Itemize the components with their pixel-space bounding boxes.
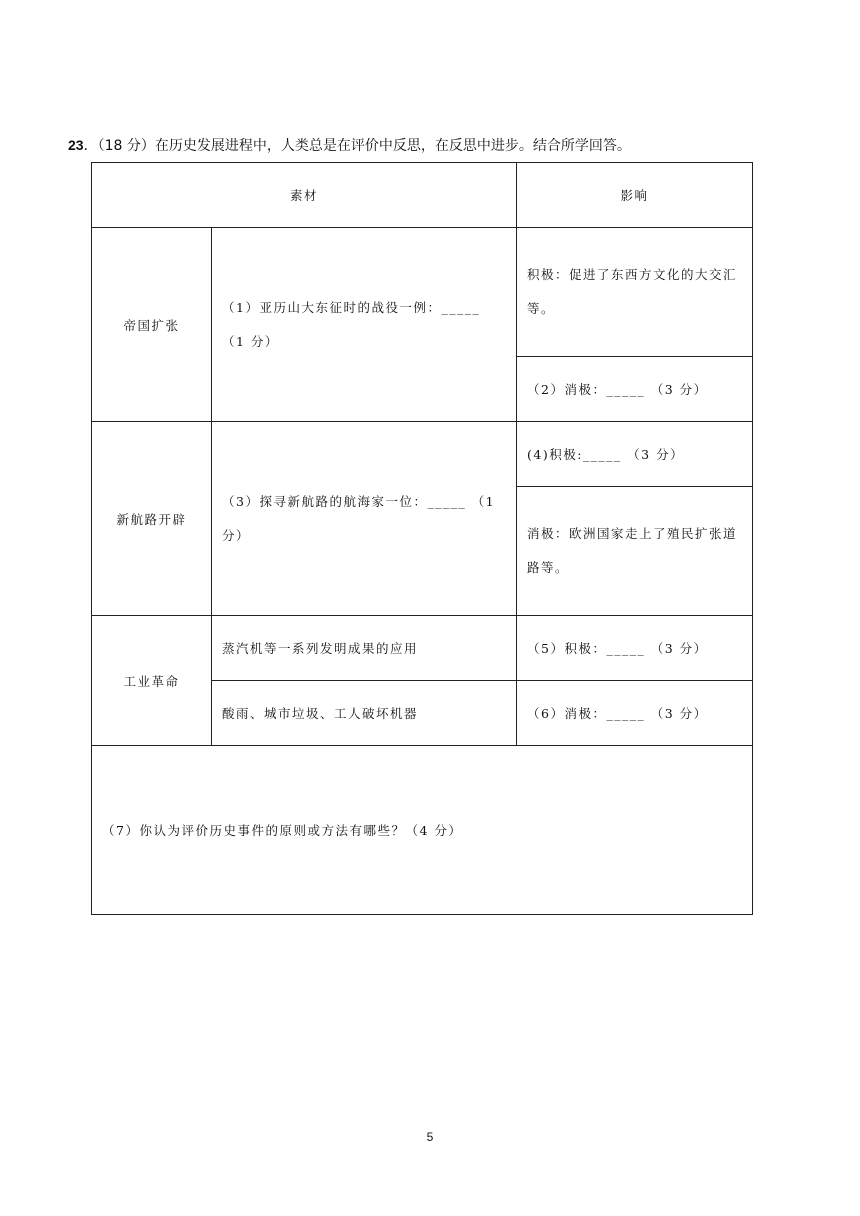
header-material: 素材 [92,163,517,228]
question-number: 23 [68,137,84,153]
empire-positive: 积极：促进了东西方文化的大交汇等。 [517,228,753,357]
table-row [92,746,753,915]
industry-negative: （6）消极：_____ （3 分） [517,681,753,746]
category-empire: 帝国扩张 [92,228,212,422]
industry-positive: （5）积极：_____ （3 分） [517,616,753,681]
empire-negative: （2）消极：_____ （3 分） [517,357,753,422]
table-header-row [92,163,753,228]
voyage-material: （3）探寻新航路的航海家一位：_____ （1 分） [212,422,517,616]
table-row [92,422,753,487]
industry-material-positive: 蒸汽机等一系列发明成果的应用 [212,616,517,681]
empire-material: （1）亚历山大东征时的战役一例：_____ （1 分） [212,228,517,422]
question-text: 在历史发展进程中，人类总是在评价中反思，在反思中进步。结合所学回答。 [154,138,631,154]
category-industry: 工业革命 [92,616,212,746]
page-number: 5 [426,1130,434,1144]
header-impact: 影响 [517,163,753,228]
industry-material-negative: 酸雨、城市垃圾、工人破坏机器 [212,681,517,746]
voyage-positive: (4)积极:_____ （3 分） [517,422,753,487]
table-row [92,616,753,681]
category-voyage: 新航路开辟 [92,422,212,616]
question-stem [68,134,631,157]
voyage-negative: 消极：欧洲国家走上了殖民扩张道路等。 [517,487,753,616]
final-question: （7）你认为评价历史事件的原则或方法有哪些？（4 分） [92,746,753,915]
table-row [92,228,753,357]
question-points: ．（18 分） [83,138,155,154]
answer-table [91,162,753,915]
